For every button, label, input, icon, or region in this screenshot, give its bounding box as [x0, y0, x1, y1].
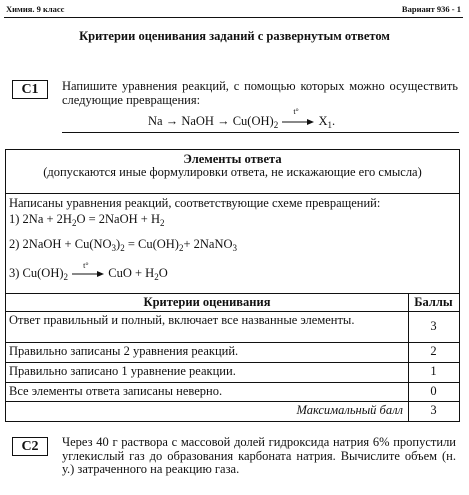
equation-3 [9, 261, 168, 282]
max-score-label: Максимальный балл [296, 403, 403, 417]
eq-part: Cu(OH) [22, 266, 64, 280]
chain-na: Na [148, 114, 163, 128]
subscript: 2 [63, 272, 69, 282]
divider [6, 311, 459, 312]
eq-part: O = 2NaOH + H [76, 212, 160, 226]
eq-part: CuO + H [108, 266, 155, 280]
chain-x1: X [318, 114, 328, 128]
subscript: 3 [111, 243, 117, 253]
task-c2-label: C2 [12, 437, 48, 456]
eq-number: 2) [9, 237, 20, 251]
divider [6, 401, 459, 402]
eq-number: 1) [9, 212, 20, 226]
task-c1-chain [148, 107, 336, 130]
divider [6, 382, 459, 383]
criterion-row-score: 0 [430, 384, 437, 398]
heat-label: t° [293, 107, 299, 117]
subscript: 1 [327, 120, 332, 130]
equation-1 [9, 213, 165, 226]
heat-arrow-icon [71, 261, 105, 278]
c1-underline [62, 132, 459, 133]
arrow-icon: → [165, 114, 179, 128]
answer-heading: Элементы ответа [183, 152, 282, 166]
subscript: 2 [160, 218, 165, 228]
subject-header: Химия. 9 класс [6, 4, 65, 14]
subscript: 2 [273, 120, 279, 130]
divider [6, 293, 459, 294]
heat-label: t° [83, 261, 89, 271]
task-c1-text: Напишите уравнения реакций, с помощью которых можно осуществить следующие превращения: [62, 79, 458, 107]
subscript: 3 [232, 243, 238, 253]
subscript: 2 [154, 272, 159, 282]
heat-arrow-icon [281, 107, 315, 126]
eq-part: 2NaOH + Cu(NO [22, 237, 112, 251]
task-c2-text: Через 40 г раствора с массовой долей гидроксида натрия 6% пропустили углекислый газ до образования карбоната натрия. Вычислите объем (н. у.) затраченного на реакцию газа. [62, 435, 456, 476]
divider [6, 193, 459, 194]
eq-part: + 2NaNO [183, 237, 233, 251]
score-header: Баллы [414, 295, 453, 309]
divider [6, 362, 459, 363]
criterion-row-text: Ответ правильный и полный, включает все названные элементы. [9, 313, 355, 327]
eq-part: = Cu(OH) [124, 237, 179, 251]
criterion-row-text: Правильно записано 1 уравнение реакции. [9, 364, 236, 378]
header-divider [4, 17, 463, 18]
eq-part: 2Na + 2H [22, 212, 72, 226]
chain-cuoh2: Cu(OH) [232, 114, 274, 128]
chain-naoh: NaOH [181, 114, 214, 128]
criterion-row-text: Правильно записаны 2 уравнения реакций. [9, 344, 239, 358]
page-title: Критерии оценивания заданий с развернутым ответом [79, 29, 390, 43]
arrow-icon: → [217, 114, 230, 128]
criteria-header: Критерии оценивания [143, 295, 271, 309]
variant-header: Вариант 936 - 1 [401, 4, 461, 14]
answer-intro: Написаны уравнения реакций, соответствующие схеме превращений: [9, 196, 381, 210]
eq-part: O [158, 266, 168, 280]
answer-table [5, 149, 460, 422]
equation-2 [9, 238, 237, 251]
eq-part: ) [116, 237, 121, 251]
subscript: 2 [71, 218, 77, 228]
period: . [331, 114, 336, 128]
max-score-value: 3 [430, 403, 437, 417]
criterion-row-score: 3 [430, 319, 437, 333]
criterion-row-text: Все элементы ответа записаны неверно. [9, 384, 223, 398]
task-c1-label: C1 [12, 80, 48, 99]
divider [6, 342, 459, 343]
criterion-row-score: 1 [430, 364, 437, 378]
eq-number: 3) [9, 266, 20, 280]
answer-note: (допускаются иные формулировки ответа, не искажающие его смысла) [43, 165, 422, 179]
subscript: 2 [178, 243, 184, 253]
subscript: 2 [120, 243, 125, 253]
criterion-row-score: 2 [430, 344, 437, 358]
